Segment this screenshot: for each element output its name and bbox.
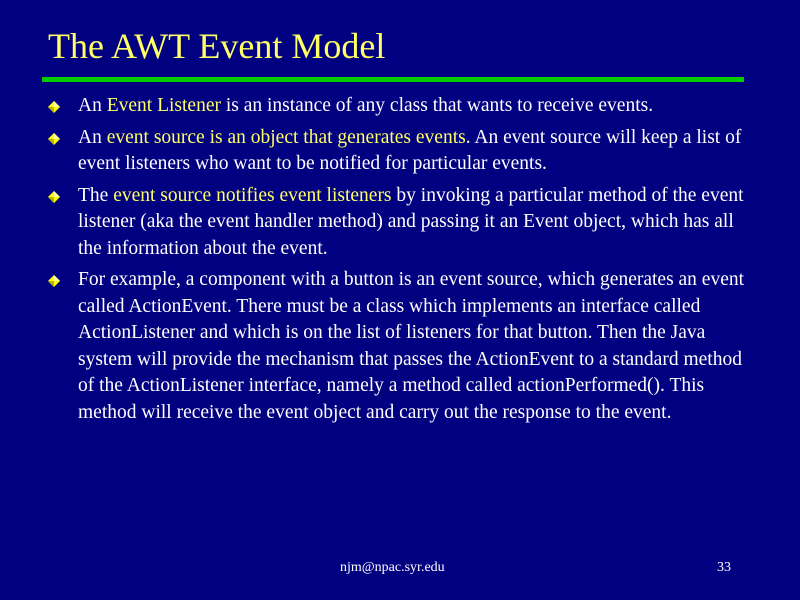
diamond-bullet-icon <box>48 133 60 145</box>
bullet-item <box>48 183 758 263</box>
highlight-event-source: event source is an object that generates events <box>106 126 466 148</box>
bullet-text-2b: . An event source will keep a list of event listeners who want to be notified for particular events. <box>78 126 742 174</box>
bullet-text-4: For example, a component with a button is an event source, which generates an event called ActionEvent. There must be a class which implements an interface called ActionListener and which is on the list of listeners for that button. Then the Java system will provide the mechanism that passes the ActionEvent to a standard method of the ActionListener interface, namely a method called actionPerformed(). This method will receive the event object and carry out the response to the event. <box>78 269 745 423</box>
bullet-item <box>48 267 758 426</box>
highlight-notifies: event source notifies event listeners <box>113 184 392 206</box>
diamond-bullet-icon <box>48 275 60 287</box>
footer-email: njm@npac.syr.edu <box>340 560 445 575</box>
bullet-text-3a: The <box>78 184 114 206</box>
bullet-text-1a: An <box>78 95 107 116</box>
title-divider <box>42 77 744 82</box>
bullet-list <box>48 93 758 431</box>
highlight-event-listener: Event Listener <box>106 95 221 116</box>
bullet-text-2a: An <box>78 126 107 148</box>
slide-title: The AWT Event Model <box>48 26 386 66</box>
bullet-text-3b: by invoking a particular method of the event listener (aka the event handler method) and passing it an Event object, which has all the information about the event. <box>78 184 744 259</box>
bullet-item <box>48 93 758 120</box>
bullet-text-1b: is an instance of any class that wants to receive events. <box>220 95 654 116</box>
diamond-bullet-icon <box>48 101 60 113</box>
bullet-item <box>48 125 758 178</box>
page-number: 33 <box>717 560 731 575</box>
diamond-bullet-icon <box>48 191 60 203</box>
